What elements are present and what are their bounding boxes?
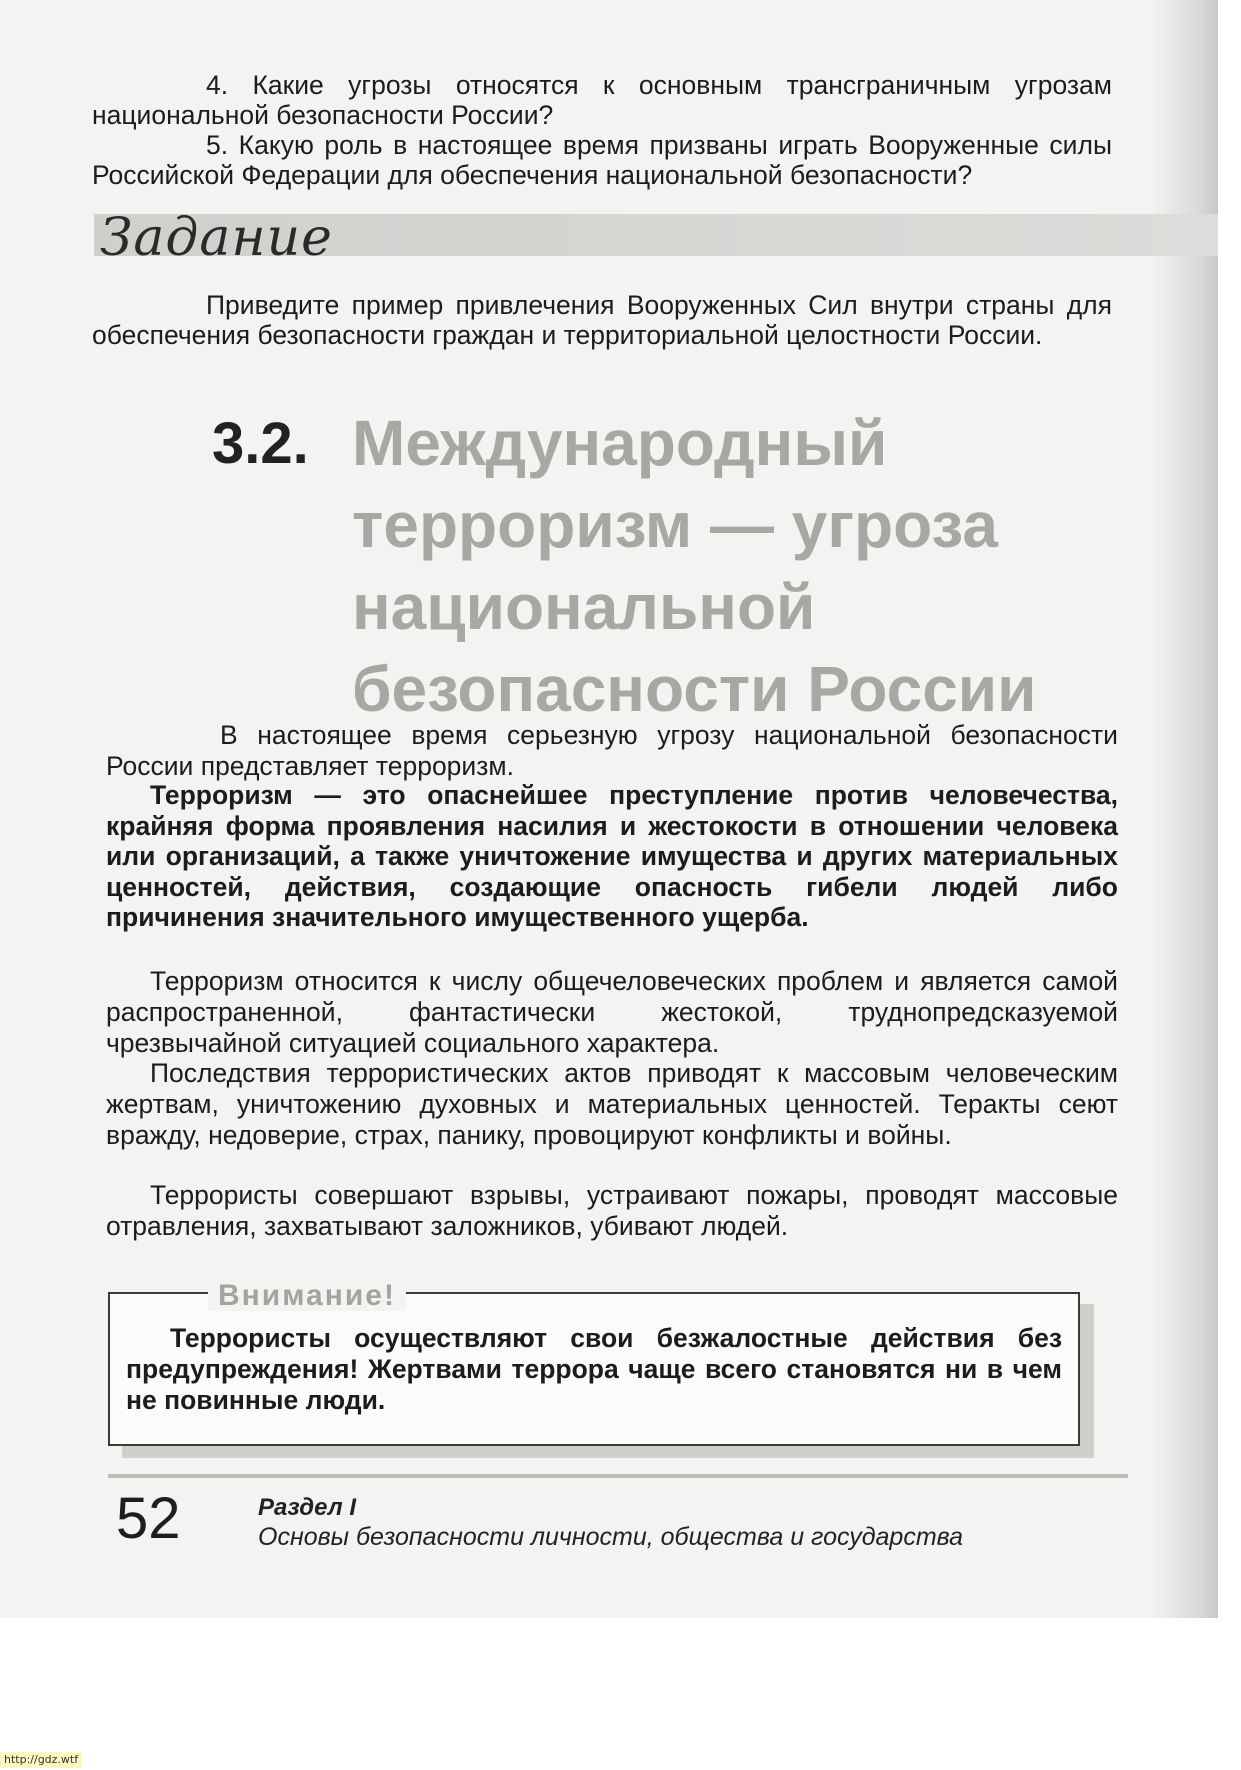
attention-text: Террористы осуществляют свои безжалостные действия без предупреждения! Жертвами террора чаще всего становятся ни в чем не повинные люди. — [126, 1323, 1062, 1415]
attention-label: Внимание! — [208, 1281, 406, 1311]
terrorism-definition: Терроризм — это опаснейшее преступление против человечества, крайняя форма проявления насилия и жестокости в отношении человека или организаций, а также уничтожение имущества и других материальных ценностей, действия, создающие опасность гибели людей либо причинения значительного имущественного ущерба. — [106, 780, 1118, 932]
section-title: Международный терроризм — угроза национальной безопасности России — [352, 407, 1037, 725]
page-number: 52 — [116, 1486, 181, 1551]
question-4: 4. Какие угрозы относятся к основным трансграничным угрозам национальной безопасности России? — [92, 70, 1112, 130]
paragraph-3: Терроризм относится к числу общечеловеческих проблем и является самой распространенной, фантастически жестокой, труднопредсказуемой чрезвычайной ситуацией социального характера. — [106, 966, 1118, 1058]
task-heading: Задание — [100, 208, 333, 268]
footer-subtitle: Основы безопасности личности, общества и государства — [258, 1523, 964, 1551]
footer-rule — [108, 1474, 1128, 1478]
source-watermark-link[interactable]: http://gdz.wtf — [0, 1752, 82, 1768]
section-number: 3.2. — [212, 411, 309, 476]
task-text: Приведите пример привлечения Вооруженных Сил внутри страны для обеспечения безопасности граждан и территориальной целостности России. — [92, 290, 1112, 350]
paragraph-5: Террористы совершают взрывы, устраивают пожары, проводят массовые отравления, захватывают заложников, убивают людей. — [106, 1180, 1118, 1241]
paragraph-intro: В настоящее время серьезную угрозу национальной безопасности России представляет терроризм. — [106, 720, 1118, 781]
paragraph-4: Последствия террористических актов приводят к массовым человеческим жертвам, уничтожению духовных и материальных ценностей. Теракты сеют вражду, недоверие, страх, панику, провоцируют конфликты и войны. — [106, 1058, 1118, 1150]
footer-section-label: Раздел I — [258, 1494, 357, 1521]
scan-background — [0, 1618, 1241, 1770]
question-5: 5. Какую роль в настоящее время призваны играть Вооруженные силы Российской Федерации для обеспечения национальной безопасности? — [92, 130, 1112, 190]
